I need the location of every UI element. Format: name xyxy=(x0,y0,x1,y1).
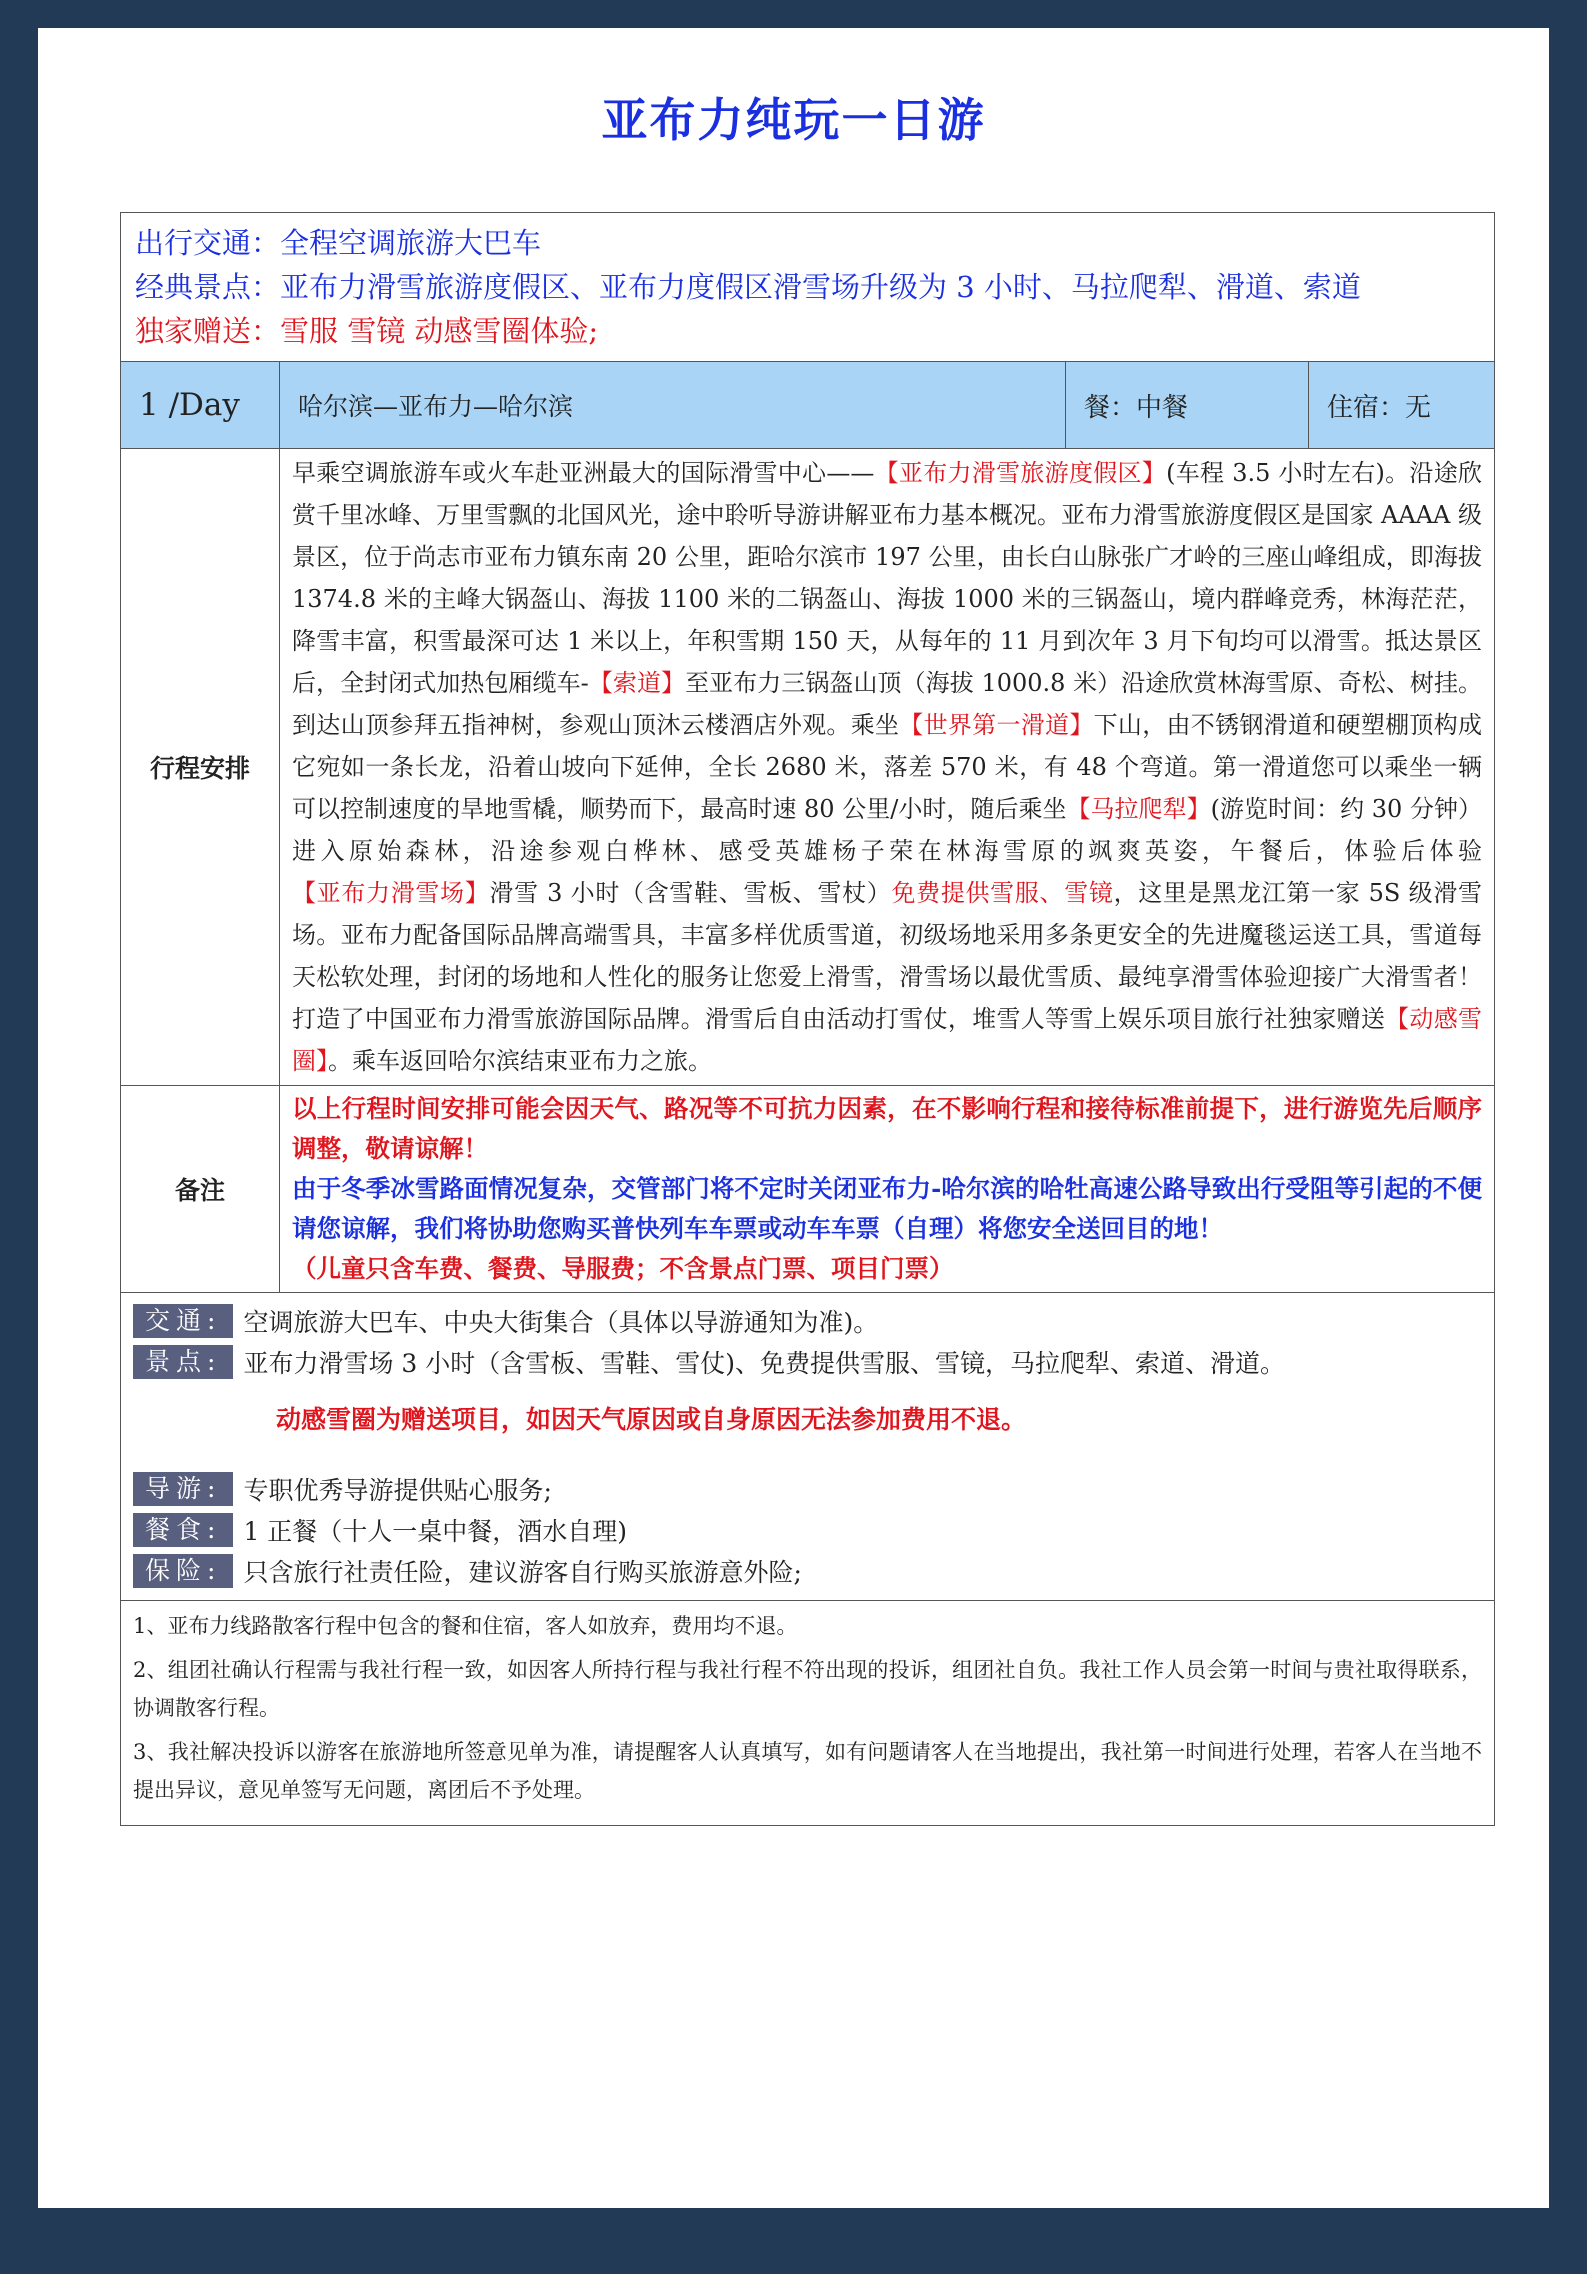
trip-summary xyxy=(121,213,1494,362)
remark-schedule-notice: 以上行程时间安排可能会因天气、路况等不可抗力因素，在不影响行程和接待标准前提下，进行游览先后顺序调整，敬请谅解！ xyxy=(292,1094,1482,1163)
detail-tag: 交通: xyxy=(133,1304,233,1338)
remark-road-notice: 由于冬季冰雪路面情况复杂，交管部门将不定时关闭亚布力-哈尔滨的哈牡高速公路导致出行受阻等引起的不便请您谅解，我们将协助您购买普快列车车票或动车车票（自理）将您安全送回目的地！ xyxy=(292,1174,1482,1243)
itinerary-highlight: 【马拉爬犁】 xyxy=(1066,795,1211,823)
gift-notice: 动感雪圈为赠送项目，如因天气原因或自身原因无法参加费用不退。 xyxy=(276,1405,1027,1434)
day-accommodation: 住宿：无 xyxy=(1327,392,1432,423)
itinerary-segment: 至亚布力三锅盔山顶（海拔 1000.8 米）沿途欣赏林海雪原、奇松、树挂。到达山顶参拜五指神树，参观山顶沐云楼酒店外观。乘坐 xyxy=(292,669,1483,739)
detail-text: 专职优秀导游提供贴心服务; xyxy=(243,1475,552,1505)
detail-text: 1 正餐（十人一桌中餐，酒水自理) xyxy=(243,1516,628,1546)
term-item: 1、亚布力线路散客行程中包含的餐和住宿，客人如放弃，费用均不退。 xyxy=(133,1614,798,1638)
term-item: 2、组团社确认行程需与我社行程一致，如因客人所持行程与我社行程不符出现的投诉，组团社自负。我社工作人员会第一时间与贵社取得联系，协调散客行程。 xyxy=(133,1658,1482,1720)
transport-line: 出行交通：全程空调旅游大巴车 xyxy=(135,226,542,260)
remarks-label: 备注 xyxy=(121,1086,280,1292)
detail-insurance xyxy=(133,1551,1494,1590)
itinerary-label: 行程安排 xyxy=(121,449,280,1085)
detail-text: 亚布力滑雪场 3 小时（含雪板、雪鞋、雪仗)、免费提供雪服、雪镜，马拉爬犁、索道、滑道。 xyxy=(243,1348,1285,1378)
detail-tag: 保险: xyxy=(133,1554,233,1588)
service-details xyxy=(121,1293,1494,1601)
detail-attractions xyxy=(133,1342,1494,1381)
itinerary-segment: ，这里是黑龙江第一家 5S 级滑雪场。亚布力配备国际品牌高端雪具，丰富多样优质雪道，初级场地采用多条更安全的先进魔毯运送工具，雪道每天松软处理，封闭的场地和人性化的服务让您爱上滑雪，滑雪场以最优雪质、最纯享滑雪体验迎接广大滑雪者！打造了中国亚布力滑雪旅游国际品牌。滑雪后自由活动打雪仗，堆雪人等雪上娱乐项目旅行社独家赠送 xyxy=(292,879,1483,1033)
itinerary-highlight: 【动感雪圈】 xyxy=(292,1005,1483,1075)
itinerary-table xyxy=(120,212,1495,1826)
day-route: 哈尔滨—亚布力—哈尔滨 xyxy=(280,362,1066,448)
detail-meals xyxy=(133,1510,1494,1549)
remark-child-policy: （儿童只含车费、餐费、导服费；不含景点门票、项目门票） xyxy=(292,1254,954,1283)
itinerary-highlight: 免费提供雪服、雪镜 xyxy=(891,879,1114,907)
itinerary-highlight: 【亚布力滑雪旅游度假区】 xyxy=(874,459,1167,487)
gifts-line: 独家赠送：雪服 雪镜 动感雪圈体验; xyxy=(135,314,599,348)
day-number: 1 /Day xyxy=(121,362,280,448)
page-title: 亚布力纯玩一日游 xyxy=(601,93,986,147)
detail-text: 空调旅游大巴车、中央大街集合（具体以导游通知为准)。 xyxy=(243,1307,879,1337)
itinerary-segment: 。乘车返回哈尔滨结束亚布力之旅。 xyxy=(328,1047,712,1075)
detail-text: 只含旅行社责任险，建议游客自行购买旅游意外险; xyxy=(243,1557,802,1587)
remarks-row xyxy=(121,1086,1494,1293)
term-item: 3、我社解决投诉以游客在旅游地所签意见单为准，请提醒客人认真填写，如有问题请客人在当地提出，我社第一时间进行处理，若客人在当地不提出异议，意见单签写无问题，离团后不予处理。 xyxy=(133,1740,1482,1802)
day-meal: 餐：中餐 xyxy=(1066,362,1309,448)
detail-tag: 景点: xyxy=(133,1345,233,1379)
itinerary-segment: 下山，由不锈钢滑道和硬塑棚顶构成它宛如一条长龙，沿着山坡向下延伸，全长 2680 米，落差 570 米，有 48 个弯道。第一滑道您可以乘坐一辆可以控制速度的旱地雪橇，顺势而下，最高时速 80 公里/小时，随后乘坐 xyxy=(292,711,1483,823)
remarks-content xyxy=(280,1086,1494,1292)
day-header-row xyxy=(121,362,1494,449)
itinerary-row xyxy=(121,449,1494,1086)
itinerary-highlight: 【亚布力滑雪场】 xyxy=(292,879,490,907)
attractions-line: 经典景点：亚布力滑雪旅游度假区、亚布力度假区滑雪场升级为 3 小时、马拉爬犁、滑道、索道 xyxy=(135,270,1361,304)
detail-tag: 餐食: xyxy=(133,1513,233,1547)
itinerary-segment: (游览时间：约 30 分钟）进入原始森林，沿途参观白桦林、感受英雄杨子荣在林海雪原的飒爽英姿，午餐后，体验后体验 xyxy=(292,795,1482,865)
page xyxy=(38,28,1549,2208)
itinerary-description xyxy=(280,449,1494,1085)
detail-guide xyxy=(133,1469,1494,1508)
detail-tag: 导游: xyxy=(133,1472,233,1506)
itinerary-highlight: 【索道】 xyxy=(588,669,686,697)
itinerary-segment: (车程 3.5 小时左右)。沿途欣赏千里冰峰、万里雪飘的北国风光，途中聆听导游讲解亚布力基本概况。亚布力滑雪旅游度假区是国家 AAAA 级景区，位于尚志市亚布力镇东南 20 公里，距哈尔滨市 197 公里，由长白山脉张广才岭的三座山峰组成，即海拔 1374.8 米的主峰大锅盔山、海拔 1100 米的二锅盔山、海拔 1000 米的三锅盔山，境内群峰竞秀，林海茫茫，降雪丰富，积雪最深可达 1 米以上，年积雪期 150 天，从每年的 11 月到次年 3 月下旬均可以滑雪。抵达景区后，全封闭式加热包厢缆车- xyxy=(292,459,1482,697)
itinerary-segment: 滑雪 3 小时（含雪鞋、雪板、雪杖） xyxy=(489,879,892,907)
itinerary-highlight: 【世界第一滑道】 xyxy=(899,711,1094,739)
detail-transport xyxy=(133,1301,1494,1340)
itinerary-segment: 早乘空调旅游车或火车赴亚洲最大的国际滑雪中心—— xyxy=(292,459,875,487)
terms-section xyxy=(121,1601,1494,1825)
